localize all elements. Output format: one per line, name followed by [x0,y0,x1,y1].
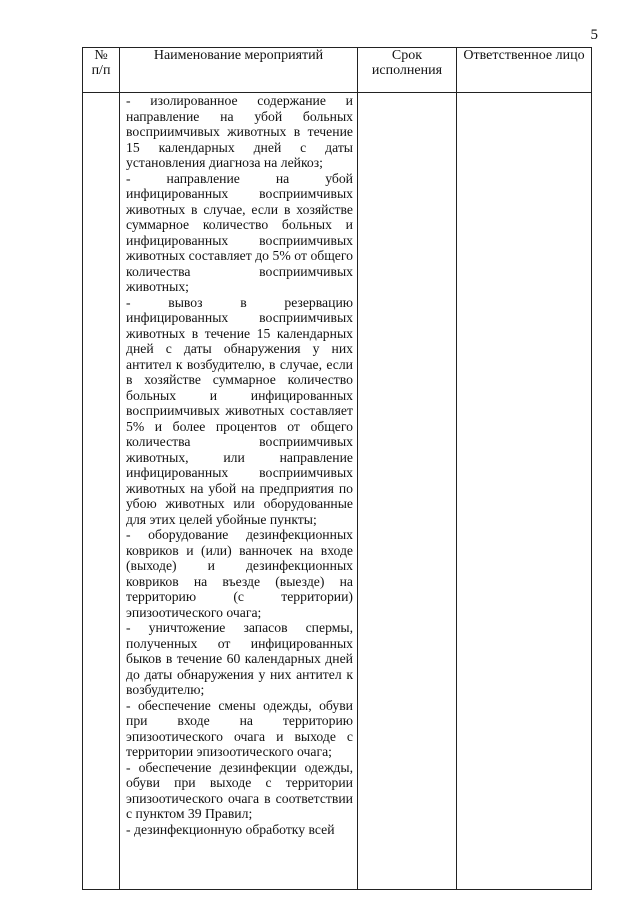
measure-item: - вывоз в резервацию инфицированных восприимчивых животных в течение 15 календарных дней с даты обнаружения у них антител к возбудителю, в случае, если в хозяйстве суммарное количество больных и инфицированных восприимчивых животных составляет 5% и более процентов от общего количества восприимчивых животных, или направление инфицированных восприимчивых животных на убой на предприятия по убою животных или оборудованные для этих целей убойные пункты; [126,294,353,527]
header-number-line-2: п/п [91,63,111,78]
header-measures-name: Наименование мероприятий [120,48,358,93]
measure-item: - обеспечение дезинфекции одежды, обуви при выходе с территории эпизоотического очага в соответствии с пунктом 39 Правил; [126,759,353,821]
header-deadline-line-1: Срок [391,48,423,63]
header-number-line-1: № [94,48,108,63]
header-deadline-line-2: исполнения [371,63,443,78]
cell-responsible [457,93,592,890]
measure-item: - дезинфекционную обработку всей [126,821,335,837]
header-deadline [358,48,457,93]
measure-item: - изолированное содержание и направление на убой больных восприимчивых животных в течение 15 календарных дней с даты установления диагноза на лейкоз; [126,93,353,170]
measures-table [82,47,592,890]
table-row [83,93,592,890]
measures-list [120,93,357,837]
measure-item: - уничтожение запасов спермы, полученных от инфицированных быков в течение 60 календарных дней до даты обнаружения у них антител к возбудителю; [126,620,353,697]
header-number [83,48,120,93]
measure-item: - обеспечение смены одежды, обуви при входе на территорию эпизоотического очага и выходе с территории эпизоотического очага; [126,697,353,759]
cell-number [83,93,120,890]
cell-deadline [358,93,457,890]
page-number: 5 [590,27,598,43]
table-header [83,48,592,93]
header-responsible: Ответственное лицо [457,48,592,93]
measure-item: - оборудование дезинфекционных ковриков и (или) ванночек на входе (выходе) и дезинфекционных ковриков на въезде (выезде) на территорию (с территории) эпизоотического очага; [126,527,353,620]
measure-item: - направление на убой инфицированных восприимчивых животных в случае, если в хозяйстве суммарное количество больных и инфицированных восприимчивых животных составляет до 5% от общего количества восприимчивых животных; [126,170,353,294]
cell-measures [120,93,358,890]
